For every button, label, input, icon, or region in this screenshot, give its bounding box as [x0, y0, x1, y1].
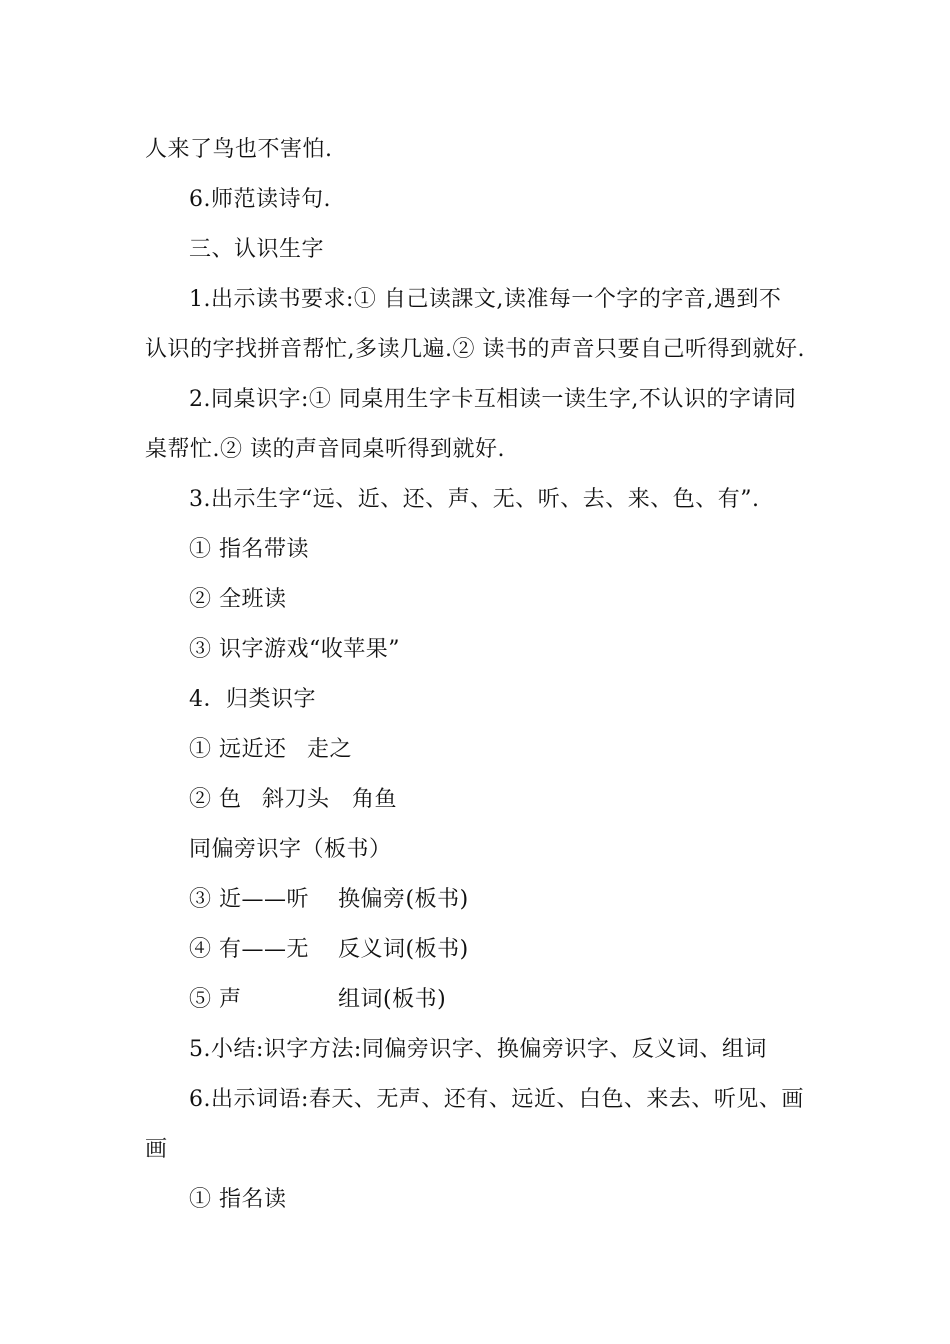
- section-heading: 三、认识生字: [189, 237, 325, 262]
- list-item: ① 远近还: [189, 737, 287, 762]
- text-line: 6.师范读诗句.: [189, 187, 331, 212]
- list-item: ③ 识字游戏“收苹果”: [189, 637, 400, 662]
- text-line: 同偏旁识字（板书）: [189, 837, 392, 862]
- text-line: 桌帮忙.② 读的声音同桌听得到就好.: [145, 437, 505, 462]
- list-item-note: 组词(板书): [338, 987, 447, 1012]
- list-item: ② 色: [189, 787, 242, 812]
- list-item: ② 全班读: [189, 587, 287, 612]
- text-line: 5.小结:识字方法:同偏旁识字、换偏旁识字、反义词、组词: [189, 1037, 767, 1062]
- list-item: ⑤ 声: [189, 987, 242, 1012]
- text-line: 4．归类识字: [189, 687, 316, 712]
- text-line: 画: [145, 1137, 168, 1162]
- list-item: ① 指名读: [189, 1187, 287, 1212]
- text-line: 6.出示词语:春天、无声、还有、远近、白色、来去、听见、画: [189, 1087, 804, 1112]
- list-item-note: 斜刀头: [262, 787, 330, 812]
- list-item-note: 换偏旁(板书): [338, 887, 469, 912]
- text-line: 3.出示生字“远、近、还、声、无、听、去、来、色、有”.: [189, 487, 760, 512]
- list-item-note: 角鱼: [352, 787, 398, 812]
- text-line: 认识的字找拼音帮忙,多读几遍.② 读书的声音只要自己听得到就好.: [145, 337, 805, 362]
- text-line: 人来了鸟也不害怕.: [145, 137, 333, 162]
- list-item: ④ 有——无: [189, 937, 309, 962]
- list-item: ① 指名带读: [189, 537, 309, 562]
- list-item: ③ 近——听: [189, 887, 309, 912]
- list-item-note: 反义词(板书): [338, 937, 469, 962]
- text-line: 1.出示读书要求:① 自己读課文,读准每一个字的字音,遇到不: [189, 287, 782, 312]
- list-item-note: 走之: [307, 737, 353, 762]
- text-line: 2.同桌识字:① 同桌用生字卡互相读一读生字,不认识的字请同: [189, 387, 797, 412]
